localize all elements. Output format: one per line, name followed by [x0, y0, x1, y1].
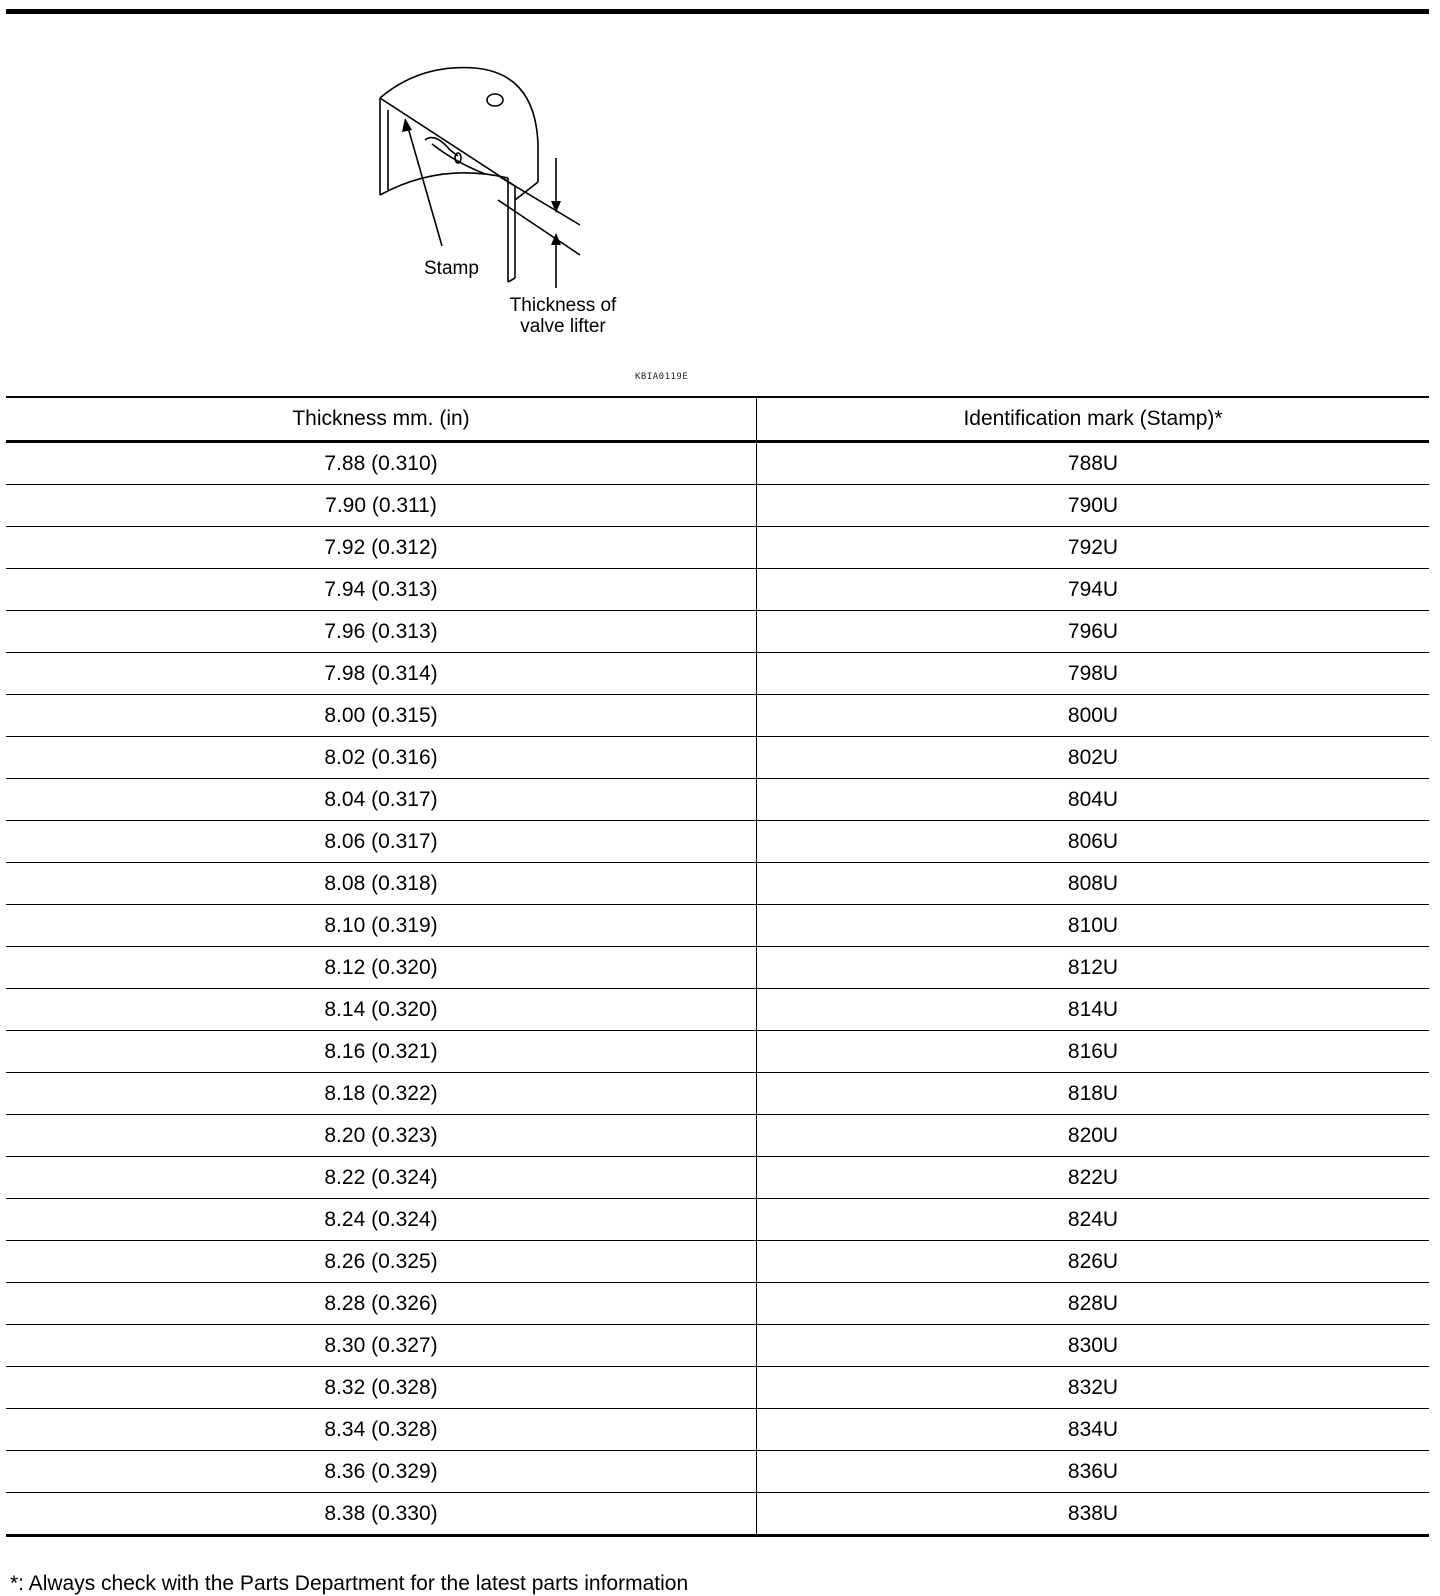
table-row	[6, 1493, 1429, 1536]
thickness-cell: 8.02 (0.316)	[6, 737, 757, 779]
identification-mark-cell: 818U	[757, 1073, 1430, 1115]
identification-mark-cell: 810U	[757, 905, 1430, 947]
identification-mark-cell: 820U	[757, 1115, 1430, 1157]
thickness-cell: 8.22 (0.324)	[6, 1157, 757, 1199]
table-row	[6, 527, 1429, 569]
identification-mark-cell: 790U	[757, 485, 1430, 527]
thickness-cell: 7.98 (0.314)	[6, 653, 757, 695]
identification-mark-cell: 812U	[757, 947, 1430, 989]
table-header-row	[6, 397, 1429, 442]
table-row	[6, 1451, 1429, 1493]
identification-mark-cell: 800U	[757, 695, 1430, 737]
identification-mark-cell: 792U	[757, 527, 1430, 569]
thickness-label-line1: Thickness of	[509, 295, 617, 316]
table-row	[6, 485, 1429, 527]
thickness-cell: 8.28 (0.326)	[6, 1283, 757, 1325]
thickness-label-line2: valve lifter	[520, 316, 606, 337]
thickness-cell: 8.06 (0.317)	[6, 821, 757, 863]
table-row	[6, 989, 1429, 1031]
table-body	[6, 442, 1429, 1536]
table-row	[6, 1409, 1429, 1451]
thickness-cell: 8.14 (0.320)	[6, 989, 757, 1031]
thickness-cell: 8.18 (0.322)	[6, 1073, 757, 1115]
identification-mark-cell: 832U	[757, 1367, 1430, 1409]
thickness-cell: 7.92 (0.312)	[6, 527, 757, 569]
table-row	[6, 1157, 1429, 1199]
identification-mark-cell: 802U	[757, 737, 1430, 779]
thickness-cell: 8.08 (0.318)	[6, 863, 757, 905]
stamp-label: Stamp	[424, 258, 479, 279]
thickness-cell: 8.10 (0.319)	[6, 905, 757, 947]
identification-mark-cell: 796U	[757, 611, 1430, 653]
thickness-cell: 8.36 (0.329)	[6, 1451, 757, 1493]
valve-lifter-figure	[380, 70, 700, 400]
table-row	[6, 653, 1429, 695]
valve-lifter-table	[6, 396, 1429, 1537]
header-identification-mark: Identification mark (Stamp)*	[757, 397, 1430, 442]
table-row	[6, 1241, 1429, 1283]
identification-mark-cell: 834U	[757, 1409, 1430, 1451]
thickness-cell: 8.24 (0.324)	[6, 1199, 757, 1241]
identification-mark-cell: 822U	[757, 1157, 1430, 1199]
identification-mark-cell: 798U	[757, 653, 1430, 695]
thickness-cell: 8.12 (0.320)	[6, 947, 757, 989]
table-row	[6, 821, 1429, 863]
thickness-cell: 8.26 (0.325)	[6, 1241, 757, 1283]
header-thickness: Thickness mm. (in)	[6, 397, 757, 442]
table-row	[6, 905, 1429, 947]
footnote: *: Always check with the Parts Department for the latest parts information	[10, 1572, 689, 1595]
table-row	[6, 1031, 1429, 1073]
identification-mark-cell: 836U	[757, 1451, 1430, 1493]
top-rule	[6, 9, 1429, 14]
thickness-cell: 7.88 (0.310)	[6, 442, 757, 485]
table-row	[6, 442, 1429, 485]
table-row	[6, 1367, 1429, 1409]
identification-mark-cell: 826U	[757, 1241, 1430, 1283]
identification-mark-cell: 816U	[757, 1031, 1430, 1073]
valve-lifter-drawing	[380, 70, 700, 400]
thickness-cell: 8.04 (0.317)	[6, 779, 757, 821]
thickness-cell: 8.20 (0.323)	[6, 1115, 757, 1157]
identification-mark-cell: 828U	[757, 1283, 1430, 1325]
table-row	[6, 1325, 1429, 1367]
identification-mark-cell: 830U	[757, 1325, 1430, 1367]
figure-code: KBIA0119E	[635, 372, 689, 382]
identification-mark-cell: 804U	[757, 779, 1430, 821]
table-row	[6, 947, 1429, 989]
identification-mark-cell: 814U	[757, 989, 1430, 1031]
identification-mark-cell: 838U	[1067, 1501, 1119, 1525]
table-row	[6, 863, 1429, 905]
thickness-cell: 8.30 (0.327)	[6, 1325, 757, 1367]
thickness-cell: 8.00 (0.315)	[6, 695, 757, 737]
table-row	[6, 611, 1429, 653]
thickness-cell: 7.94 (0.313)	[6, 569, 757, 611]
thickness-label	[493, 295, 633, 337]
thickness-cell: 7.96 (0.313)	[6, 611, 757, 653]
identification-mark-cell: 808U	[757, 863, 1430, 905]
table-row	[6, 1283, 1429, 1325]
table-row	[6, 1199, 1429, 1241]
table-row	[6, 569, 1429, 611]
identification-mark-cell: 788U	[757, 442, 1430, 485]
thickness-cell: 8.34 (0.328)	[6, 1409, 757, 1451]
table-row	[6, 779, 1429, 821]
table-row	[6, 737, 1429, 779]
identification-mark-cell: 824U	[757, 1199, 1430, 1241]
identification-mark-cell: 806U	[757, 821, 1430, 863]
thickness-cell: 8.32 (0.328)	[6, 1367, 757, 1409]
table-row	[6, 1073, 1429, 1115]
identification-mark-cell: 794U	[757, 569, 1430, 611]
table-row	[6, 695, 1429, 737]
thickness-cell: 8.16 (0.321)	[6, 1031, 757, 1073]
thickness-cell: 7.90 (0.311)	[6, 485, 757, 527]
table-row	[6, 1115, 1429, 1157]
thickness-cell: 8.38 (0.330)	[6, 1493, 757, 1536]
